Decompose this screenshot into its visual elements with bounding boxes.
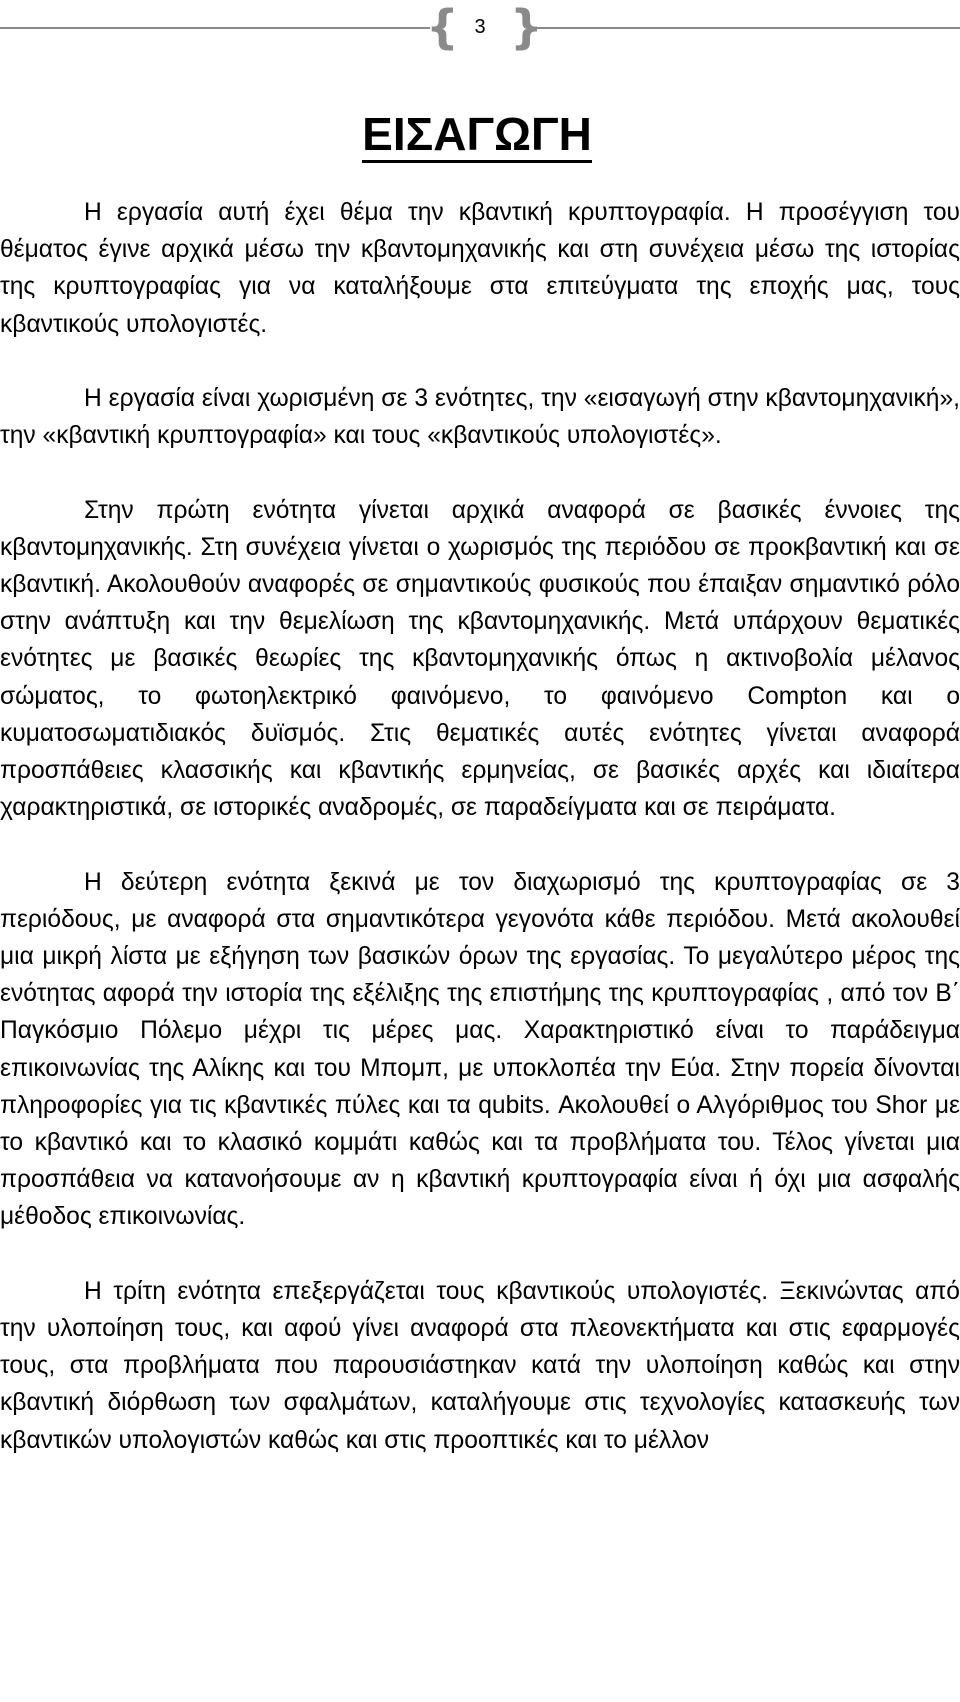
header-rule-left <box>0 27 430 29</box>
left-brace-icon: { <box>426 0 459 54</box>
body-text <box>0 194 960 1496</box>
paragraph-section-two: Η δεύτερη ενότητα ξεκινά με τον διαχωρισμό της κρυπτογραφίας σε 3 περιόδους, με αναφορά στα σημαντικότερα γεγονότα κάθε περιόδου. Μετά ακολουθεί μια μικρή λίστα με εξήγηση των βασικών όρων της εργασίας. Το μεγαλύτερο μέρος της ενότητας αφορά την ιστορία της εξέλιξης της επιστήμης της κρυπτογραφίας , από τον Β΄ Παγκόσμιο Πόλεμο μέχρι τις μέρες μας. Χαρακτηριστικό είναι το παράδειγμα επικοινωνίας της Αλίκης και του Μπομπ, με υποκλοπέα την Εύα. Στην πορεία δίνονται πληροφορίες για τις κβαντικές πύλες και τα qubits. Ακολουθεί ο Αλγόριθμος του Shor με το κβαντικό και το κλασικό κομμάτι καθώς και τα προβλήματα του. Τέλος γίνεται μια προσπάθεια να κατανοήσουμε αν η κβαντική κρυπτογραφία είναι ή όχι μια ασφαλής μέθοδος επικοινωνίας. <box>0 868 960 1231</box>
title-container <box>0 108 960 163</box>
paragraph-intro: Η εργασία αυτή έχει θέμα την κβαντική κρυπτογραφία. Η προσέγγιση του θέματος έγινε αρχικά μέσω την κβαντομηχανικής και στη συνέχεια μέσω της ιστορίας της κρυπτογραφίας για να καταλήξουμε στα επιτεύγματα της εποχής μας, τους κβαντικούς υπολογιστές. <box>0 199 960 338</box>
page-header <box>0 0 960 60</box>
paragraph-section-one: Στην πρώτη ενότητα γίνεται αρχικά αναφορά σε βασικές έννοιες της κβαντομηχανικής. Στη συνέχεια γίνεται ο χωρισμός της περιόδου σε προκβαντική και σε κβαντική. Ακολουθούν αναφορές σε σημαντικούς φυσικούς που έπαιξαν σημαντικό ρόλο στην ανάπτυξη και την θεμελίωση της κβαντομηχανικής. Μετά υπάρχουν θεματικές ενότητες με βασικές θεωρίες της κβαντομηχανικής όπως η ακτινοβολία μέλανος σώματος, το φωτοηλεκτρικό φαινόμενο, το φαινόμενο Compton και ο κυματοσωματιδιακός δυϊσμός. Στις θεματικές αυτές ενότητες γίνεται αναφορά προσπάθειες κλασσικής και κβαντικής ερμηνείας, σε βασικές αρχές και ιδιαίτερα χαρακτηριστικά, σε ιστορικές αναδρομές, σε παραδείγματα και σε πειράματα. <box>0 496 960 822</box>
right-brace-icon: } <box>510 0 543 54</box>
paragraph-structure: Η εργασία είναι χωρισμένη σε 3 ενότητες, την «εισαγωγή στην κβαντομηχανική», την «κβαντική κρυπτογραφία» και τους «κβαντικούς υπολογιστές». <box>0 385 960 450</box>
paragraph-section-three: Η τρίτη ενότητα επεξεργάζεται τους κβαντικούς υπολογιστές. Ξεκινώντας από την υλοποίηση τους, και αφού γίνει αναφορά στα πλεονεκτήματα και στις εφαρμογές τους, στα προβλήματα που παρουσιάστηκαν κατά την υλοποίηση καθώς και στην κβαντική διόρθωση των σφαλμάτων, καταλήγουμε στις τεχνολογίες κατασκευής των κβαντικών υπολογιστών καθώς και στις προοπτικές και το μέλλον <box>0 1277 960 1454</box>
page-title: ΕΙΣΑΓΩΓΗ <box>362 108 592 163</box>
header-rule-right <box>527 27 960 29</box>
page-number: 3 <box>474 16 486 38</box>
